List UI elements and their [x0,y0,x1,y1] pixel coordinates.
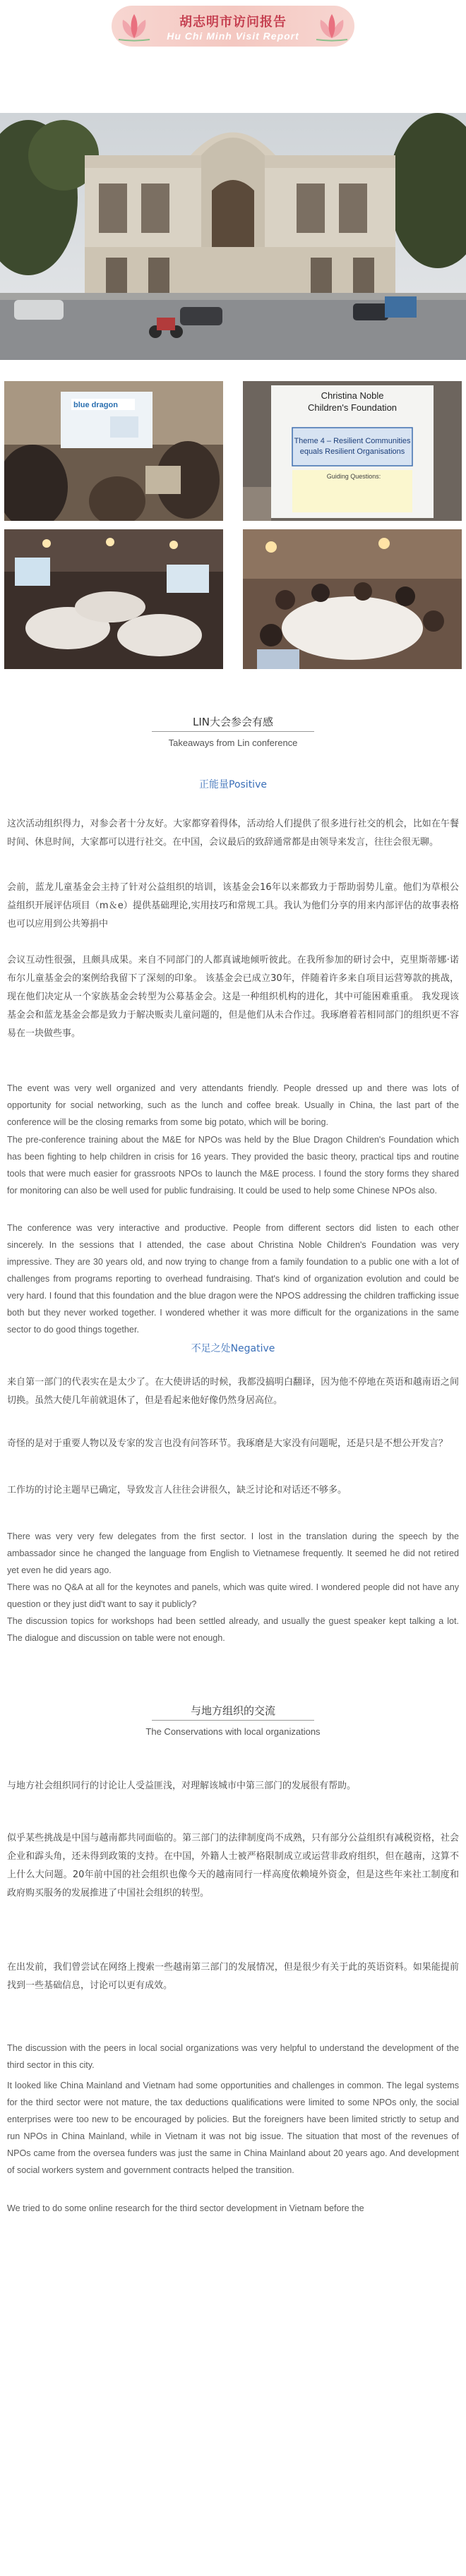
report-subtitle: Hu Chi Minh Visit Report [167,30,299,42]
positive-heading: 正能量Positive [199,779,267,790]
opera-house-photo [0,113,466,360]
local-zh-para-3: 在出发前，我们曾尝试在网络上搜索一些越南第三部门的发展情况，但是很少有关于此的英语资料。如果能提前找到一些基础信息，讨论可以更有成效。 [7,1962,459,1991]
positive-en-para-3: The conference was very interactive and productive. People from different sectors did listen to each other sincerely. In the sessions that I attended, the case about Christina Noble Children's Foundation was very impressive. They are 30 years old, and now trying to change from a family foundation to a public one with a lot of challenges from programs reporting to overhead fundraising. That's kind of organization evolution and could be very hard. I found that this foundation and the blue dragon were the NPOS addressing the children trafficking issue both but they never worked together. I wondered whether it was more difficult for the organizations in the same sector to do good things together. [7,1223,459,1335]
conference-hall-photo [4,529,223,669]
blue-dragon-banner-text: blue dragon [73,401,118,409]
positive-zh-para-3: 会议互动性很强，且颇具成果。来自不同部门的人都真诚地倾听彼此。在我所参加的研讨会中，克里斯蒂娜·诺布尔儿童基金会的案例给我留下了深刻的印象。 该基金会已成立30年，伴随着许多来自项目运营筹款的挑战，现在他们决定从一个家族基金会转型为公募基金会。这是一种组织机构的进化，其中可能困难重重。 我发现该基金会和蓝龙基金会都是致力于解决贩卖儿童问题的，但是他们从未合作过。我琢磨着若相同部门的组织更不容易在一块做些事。 [7,955,459,1039]
sign-org-name [271,390,434,414]
local-en-para-2: It looked like China Mainland and Vietnam had some opportunities and challenges in common. The legal systems for the third sector were not mature, the tax deductions qualifications were limited to some NPOs only, the social enterprises were too new to be encouraged by policies. But the foreigners have been limited strictly to setup and run NPOs in China Mainland, while in Vietnam it was not big issue. The situation that most of the revenues of NPOs came from the oversea funders was just the same in China Mainland about 20 years ago. And development of social workers system and government contracts helped the transition. [7,2081,459,2175]
positive-zh-para-2: 会前，蓝龙儿童基金会主持了针对公益组织的培训，该基金会16年以来都致力于帮助弱势儿童。他们为草根公益组织开展评估项目（m＆e）提供基础理论,实用技巧和常规工具。我认为他们分享的用来内部评估的故事表格也可以应用到公共筹捐中 [7,882,459,929]
local-en-para-1: The discussion with the peers in local social organizations was very helpful to understand the development of the third sector in this city. [7,2043,459,2070]
positive-zh-para-1: 这次活动组织得力，对参会者十分友好。大家都穿着得体，活动给人们提供了很多进行社交的机会，比如在午餐时间、休息时间，大家都可以进行社交。在中国，会议最后的致辞通常都是由领导来发言，往往会很无聊。 [7,819,459,848]
sign-org-line1: Christina Noble [321,390,384,401]
section1-subtitle: Takeaways from Lin conference [168,738,298,748]
section1-divider [152,731,314,732]
sign-theme-line2: equals Resilient Organisations [299,447,405,456]
sign-theme-line1: Theme 4 – Resilient Communities [294,437,411,445]
negative-en-para-2: There was no Q&A at all for the keynotes and panels, which was quite wired. I wondered people did not have any question or they just did't want to say it publicly? [7,1582,459,1609]
sign-org-line2: Children's Foundation [307,402,398,413]
negative-zh-para-2: 奇怪的是对于重要人物以及专家的发言也没有问答环节。我琢磨是大家没有问题呢，还是只是不想公开发言？ [7,1438,448,1449]
negative-zh-para-3: 工作坊的讨论主题早已确定，导致发言人往往会讲很久，缺乏讨论和对话还不够多。 [7,1485,347,1495]
local-zh-para-1: 与地方社会组织同行的讨论让人受益匪浅，对理解该城市中第三部门的发展很有帮助。 [7,1781,357,1791]
header-banner [112,6,354,47]
sign-theme [292,436,412,457]
report-title: 胡志明市访问报告 [179,15,287,30]
section2-divider [152,1720,314,1721]
sign-guiding-questions: Guiding Questions: [326,473,381,480]
negative-heading: 不足之处Negative [191,1343,275,1354]
section2-title: 与地方组织的交流 [190,1704,275,1717]
positive-en-para-1: The event was very well organized and very attendants friendly. People dressed up and there was lots of opportunity for social networking, such as the lunch and coffee break. Usually in China, the last part of the conference will be the closing remarks from some big potato, which will be boring. [7,1083,459,1127]
positive-en-para-2: The pre-conference training about the M&E for NPOs was held by the Blue Dragon Children's Foundation which has been fighting to help children in crisis for 16 years. They provided the basic theory, practical tips and routine tools that were much easier for grassroots NPOs to launch the M&E process. I found the story forms they shared for monitoring can also be well used for public fundraising. It could be used to help some Chinese NPOs also. [7,1135,459,1196]
foundation-sign-photo [243,381,462,521]
negative-en-para-1: There was very very few delegates from the first sector. I lost in the translation during the speech by the ambassador since he changed the language from English to Vietnamese frequently. It seemed he did not retired yet even he did years ago. [7,1531,459,1575]
workshop-room-photo [4,381,223,521]
negative-zh-para-1: 来自第一部门的代表实在是太少了。在大使讲话的时候，我都没搞明白翻译，因为他不停地在英语和越南语之间切换。虽然大使几年前就退休了，但是看起来他好像仍然身居高位。 [7,1377,459,1406]
local-en-para-3: We tried to do some online research for the third sector development in Vietnam before the [7,2203,364,2213]
round-table-photo [243,529,462,669]
negative-en-para-3: The discussion topics for workshops had been settled already, and usually the guest speaker kept talking a lot. The dialogue and discussion on table were not enough. [7,1616,459,1643]
section2-subtitle: The Conservations with local organizations [145,1726,321,1737]
section1-title: LIN大会参会有感 [192,716,273,728]
local-zh-para-2: 似乎某些挑战是中国与越南都共同面临的。第三部门的法律制度尚不成熟，只有部分公益组织有减税资格，社会企业和霹头角，还未得到政策的支持。在中国，外籍人士被严格限制成立或运营非政府组织，但在越南，这算不上什么大问题。20年前中国的社会组织也像今天的越南同行一样高度依赖境外资金，但是这些年来社工制度和政府购买服务的发展推进了中国社会组织的转型。 [7,1833,459,1898]
